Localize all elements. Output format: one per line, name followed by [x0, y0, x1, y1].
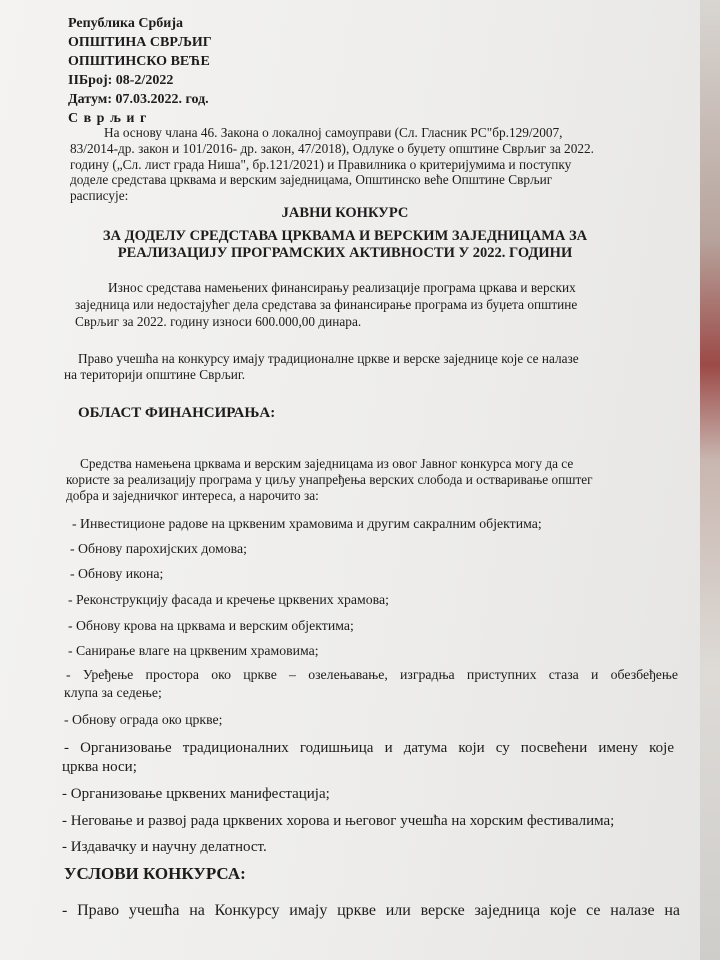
- list-item: - Санирање влаге на црквеним храмовима;: [68, 643, 319, 658]
- intro-line: доделе средстава црквама и верским заједницама, Општинско веће Општине Сврљиг: [70, 172, 553, 187]
- list-item: - Обнову парохијских домова;: [70, 541, 247, 556]
- header-line: С в р љ и г: [68, 111, 148, 126]
- document-subtitle: ЗА ДОДЕЛУ СРЕДСТАВА ЦРКВАМА И ВЕРСКИМ ЗАЈЕДНИЦАМА ЗА: [102, 228, 588, 244]
- area-intro-line: Средства намењена црквама и верским заједницама из овог Јавног конкурса могу да се: [80, 456, 574, 471]
- background-edge: [700, 0, 720, 960]
- list-item: - Уређење простора око цркве – озелењавање, изградња приступних стаза и обезбеђење: [66, 667, 678, 682]
- amount-line: заједница или недостајућег дела средстава за финансирање програма из буџета општине: [75, 297, 578, 312]
- header-line: IIБрој: 08-2/2022: [68, 73, 174, 88]
- list-item: - Издавачку и научну делатност.: [62, 839, 267, 855]
- list-item: - Обнову крова на црквама и верским објектима;: [68, 618, 354, 633]
- document-header: [68, 14, 212, 128]
- intro-line: 83/2014-др. закон и 101/2016- др. закон, 47/2018), Одлуке о буџету општине Сврљиг за 2022.: [70, 141, 594, 156]
- intro-line: расписује:: [70, 188, 129, 203]
- area-intro-line: користе за реализацију програма у циљу унапређења верских слобода и остваривање општег: [66, 472, 593, 487]
- list-item: - Организовање традиционалних годишњица и датума који су посвећени имену које: [64, 740, 674, 756]
- header-line: Република Србија: [68, 16, 184, 31]
- header-line: ОПШТИНСКО ВЕЋЕ: [68, 54, 210, 69]
- list-item-continuation: клупа за седење;: [64, 685, 162, 700]
- list-item: - Обнову ограда око цркве;: [64, 712, 223, 727]
- conditions-heading: УСЛОВИ КОНКУРСА:: [64, 864, 246, 883]
- list-item-continuation: црква носи;: [62, 759, 137, 775]
- list-item: - Организовање црквених манифестација;: [62, 786, 330, 802]
- intro-line: годину („Сл. лист града Ниша", бр.121/2021) и Правилника о критеријумима и поступку: [70, 157, 572, 172]
- area-intro-line: добра и заједничког интереса, а нарочито за:: [66, 488, 319, 503]
- intro-line: На основу члана 46. Закона о локалној самоуправи (Сл. Гласник РС"бр.129/2007,: [104, 125, 563, 140]
- header-line: ОПШТИНА СВРЉИГ: [68, 35, 212, 50]
- document-subtitle: РЕАЛИЗАЦИЈУ ПРОГРАМСКИХ АКТИВНОСТИ У 2022. ГОДИНИ: [117, 245, 573, 261]
- conditions-line: - Право учешћа на Конкурсу имају цркве или верске заједница које се налазе на: [62, 902, 680, 919]
- document-title: ЈАВНИ КОНКУРС: [281, 205, 409, 221]
- eligibility-line: на територији општине Сврљиг.: [64, 367, 246, 382]
- amount-line: Износ средстава намењених финансирању реализације програма цркава и верских: [108, 280, 576, 295]
- area-heading: ОБЛАСТ ФИНАНСИРАЊА:: [78, 405, 276, 421]
- list-item: - Неговање и развој рада црквених хорова и његовог учешћа на хорским фестивалима;: [62, 813, 615, 829]
- list-item: - Инвестиционе радове на црквеним храмовима и другим сакралним објектима;: [72, 516, 542, 531]
- list-item: - Реконструкцију фасада и кречење црквених храмова;: [68, 592, 389, 607]
- header-line: Датум: 07.03.2022. год.: [68, 92, 209, 107]
- eligibility-line: Право учешћа на конкурсу имају традиционалне цркве и верске заједнице које се налазе: [78, 351, 579, 366]
- amount-line: Сврљиг за 2022. годину износи 600.000,00 динара.: [75, 314, 362, 329]
- list-item: - Обнову икона;: [70, 566, 164, 581]
